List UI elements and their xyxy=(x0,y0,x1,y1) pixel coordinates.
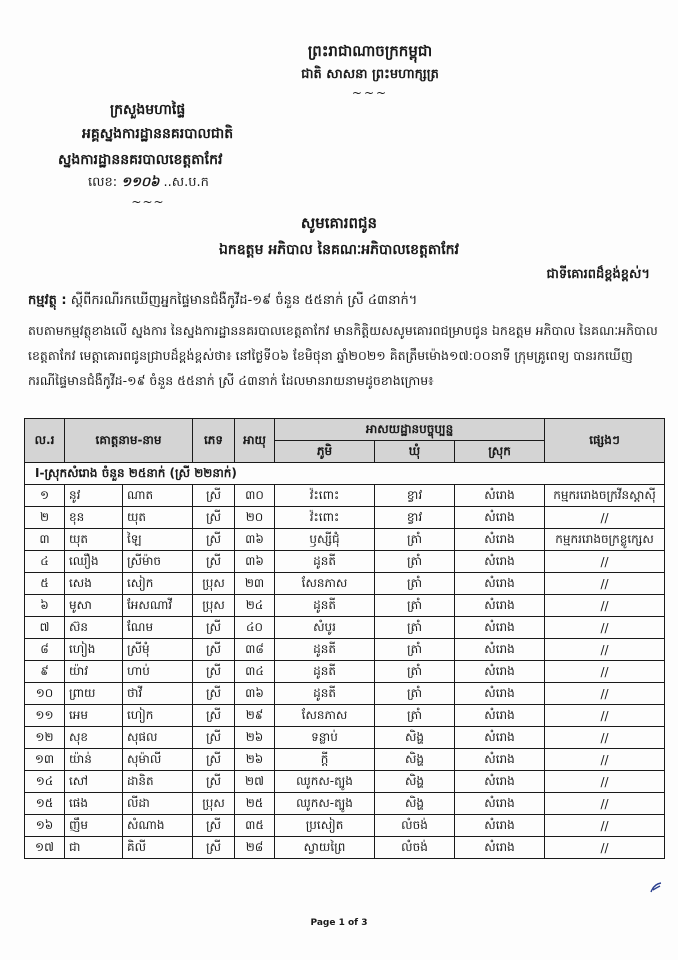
cell-no: ៦ xyxy=(25,595,65,617)
cell-village: ទន្លាប់ xyxy=(275,727,375,749)
header-other: ផ្សេងៗ xyxy=(545,419,665,463)
table-row xyxy=(25,507,665,529)
table-row xyxy=(25,793,665,815)
cell-district: សំរោង xyxy=(455,573,545,595)
header-address: អាសយដ្ឋានបច្ចុប្បន្ន xyxy=(275,419,545,441)
cell-age: ២៥ xyxy=(235,793,275,815)
subject-label: កម្មវត្ថុ : xyxy=(28,293,67,308)
kingdom-title: ព្រះរាជាណាចក្រកម្ពុជា xyxy=(307,42,433,60)
cell-other: // xyxy=(545,705,665,727)
cell-commune: សិង្ហ xyxy=(375,793,455,815)
cell-commune: ត្រាំ xyxy=(375,683,455,705)
cell-age: ២៤ xyxy=(235,595,275,617)
subject-text: ស្តីពីករណីរកឃើញអ្នកផ្ទៃមានជំងឺកូវីដ-១៩ ចំនួន ៥៥នាក់ ស្រី ៤៣នាក់។ xyxy=(70,293,418,308)
ministry-name: ក្រសួងមហាផ្ទៃ xyxy=(110,102,186,118)
table-row xyxy=(25,771,665,793)
cell-given-name: សំណាង xyxy=(123,815,193,837)
header-no: ល.រ xyxy=(25,419,65,463)
general-department-name: អគ្គស្នងការដ្ឋាននគរបាលជាតិ xyxy=(82,126,234,142)
cell-no: ៤ xyxy=(25,551,65,573)
cell-sex: ស្រី xyxy=(193,529,235,551)
cell-village: វ៉ះពោះ xyxy=(275,485,375,507)
cell-sex: ស្រី xyxy=(193,837,235,859)
cell-surname: យុត xyxy=(65,529,123,551)
cell-age: ៣៦ xyxy=(235,683,275,705)
cell-district: សំរោង xyxy=(455,749,545,771)
cell-surname: សេង xyxy=(65,573,123,595)
cell-sex: ប្រុស xyxy=(193,573,235,595)
page-footer: Page 1 of 3 xyxy=(310,918,368,928)
cell-commune: ត្រាំ xyxy=(375,551,455,573)
reference-label: លេខ: xyxy=(88,175,118,190)
cell-surname: ខុន xyxy=(65,507,123,529)
cell-village: សែនភាស xyxy=(275,705,375,727)
cell-village: ដូនតី xyxy=(275,595,375,617)
cell-other: // xyxy=(545,617,665,639)
cell-given-name: ណែម xyxy=(123,617,193,639)
table-row xyxy=(25,683,665,705)
cell-commune: ត្រាំ xyxy=(375,595,455,617)
table-row xyxy=(25,551,665,573)
cell-given-name: ហាប់ xyxy=(123,661,193,683)
cell-surname: សុខ xyxy=(65,727,123,749)
table-row xyxy=(25,705,665,727)
cell-age: ៤០ xyxy=(235,617,275,639)
subject-line xyxy=(28,292,658,311)
cell-village: ក្តី xyxy=(275,749,375,771)
cell-village: ឈូកស-ត្បូង xyxy=(275,793,375,815)
cell-age: ៣៨ xyxy=(235,639,275,661)
cell-other: // xyxy=(545,551,665,573)
cell-village: សែនភាស xyxy=(275,573,375,595)
cell-age: ៣៦ xyxy=(235,551,275,573)
cell-commune: ត្រាំ xyxy=(375,705,455,727)
greeting-line: សូមគោរពជូន xyxy=(300,214,378,232)
cell-given-name: ឡៃ xyxy=(123,529,193,551)
cell-surname: យ៉ាវ xyxy=(65,661,123,683)
cell-district: សំរោង xyxy=(455,793,545,815)
cell-sex: ស្រី xyxy=(193,661,235,683)
cell-age: ៣៥ xyxy=(235,815,275,837)
cell-sex: ស្រី xyxy=(193,507,235,529)
header-name: គោត្តនាម-នាម xyxy=(65,419,193,463)
reference-number xyxy=(88,174,209,193)
cell-no: ១៤ xyxy=(25,771,65,793)
header-village: ភូមិ xyxy=(275,441,375,463)
cell-sex: ស្រី xyxy=(193,705,235,727)
header-district: ស្រុក xyxy=(455,441,545,463)
cell-district: សំរោង xyxy=(455,705,545,727)
cell-no: ៩ xyxy=(25,661,65,683)
cell-no: ១៣ xyxy=(25,749,65,771)
group-label: I-ស្រុកសំរោង ចំនួន ២៥នាក់ (ស្រី ២២នាក់) xyxy=(25,463,665,485)
header-sex: ភេទ xyxy=(193,419,235,463)
cell-other: // xyxy=(545,793,665,815)
cell-other: // xyxy=(545,507,665,529)
cell-given-name: ហៀក xyxy=(123,705,193,727)
cell-age: ២៨ xyxy=(235,837,275,859)
cell-district: សំរោង xyxy=(455,551,545,573)
cell-commune: លំចង់ xyxy=(375,815,455,837)
table-row xyxy=(25,749,665,771)
cell-commune: សិង្ហ xyxy=(375,771,455,793)
cell-district: សំរោង xyxy=(455,815,545,837)
cell-village: ឫស្សីជុំ xyxy=(275,529,375,551)
cell-surname: ផេង xyxy=(65,793,123,815)
cell-commune: ខ្វាវ xyxy=(375,485,455,507)
cell-village: ប្រសៀត xyxy=(275,815,375,837)
cell-no: ១០ xyxy=(25,683,65,705)
cell-surname: ជា xyxy=(65,837,123,859)
cell-district: សំរោង xyxy=(455,507,545,529)
table-row xyxy=(25,573,665,595)
cell-no: ២ xyxy=(25,507,65,529)
cell-given-name: សុផល xyxy=(123,727,193,749)
cell-district: សំរោង xyxy=(455,617,545,639)
cell-surname: ឈឿង xyxy=(65,551,123,573)
cell-other: // xyxy=(545,749,665,771)
cell-given-name: លីដា xyxy=(123,793,193,815)
cell-no: ១៧ xyxy=(25,837,65,859)
cell-village: ឈូកស-ត្បូង xyxy=(275,771,375,793)
cell-commune: លំចង់ xyxy=(375,837,455,859)
cell-given-name: ថាវី xyxy=(123,683,193,705)
cell-village: ដូនតី xyxy=(275,551,375,573)
cell-district: សំរោង xyxy=(455,837,545,859)
cell-given-name: ណាត xyxy=(123,485,193,507)
cell-commune: សិង្ហ xyxy=(375,749,455,771)
cell-surname: ញឹម xyxy=(65,815,123,837)
reference-suffix: ..ស.ប.ក xyxy=(163,175,209,190)
cell-sex: ស្រី xyxy=(193,749,235,771)
header-ornament: ~~~ xyxy=(351,86,389,100)
cell-surname: ស៊ន xyxy=(65,617,123,639)
table-row xyxy=(25,661,665,683)
cell-other: កម្មកររោងចក្រវីនស្តាស៊ី xyxy=(545,485,665,507)
cell-other: // xyxy=(545,595,665,617)
cell-surname: សៅ xyxy=(65,771,123,793)
table-row xyxy=(25,617,665,639)
cell-sex: ស្រី xyxy=(193,485,235,507)
cell-surname: យ៉ាន់ xyxy=(65,749,123,771)
cell-age: ២៦ xyxy=(235,727,275,749)
group-row xyxy=(25,463,665,485)
recipient-line: ឯកឧត្តម អភិបាល នៃគណៈអភិបាលខេត្តតាកែវ xyxy=(219,242,459,258)
cell-village: ដូនតី xyxy=(275,639,375,661)
cell-district: សំរោង xyxy=(455,771,545,793)
cell-no: ៧ xyxy=(25,617,65,639)
cell-given-name: គិលី xyxy=(123,837,193,859)
cell-other: // xyxy=(545,683,665,705)
cell-no: ១២ xyxy=(25,727,65,749)
cell-other: // xyxy=(545,727,665,749)
table-row xyxy=(25,529,665,551)
cell-commune: ត្រាំ xyxy=(375,617,455,639)
cell-other: កម្មកររោងចក្រខ្លូក្សេស xyxy=(545,529,665,551)
sender-ornament: ~~~ xyxy=(131,195,165,209)
cell-sex: ស្រី xyxy=(193,551,235,573)
cell-village: ដូនតី xyxy=(275,683,375,705)
table-row xyxy=(25,595,665,617)
cell-age: ២០ xyxy=(235,507,275,529)
cell-sex: ស្រី xyxy=(193,815,235,837)
cell-sex: ស្រី xyxy=(193,617,235,639)
cell-district: សំរោង xyxy=(455,639,545,661)
cell-age: ៣០ xyxy=(235,485,275,507)
cell-district: សំរោង xyxy=(455,661,545,683)
cell-age: ២៩ xyxy=(235,705,275,727)
cell-village: វ៉ះពោះ xyxy=(275,507,375,529)
cell-surname: នូវ xyxy=(65,485,123,507)
pen-mark-icon xyxy=(650,882,662,894)
cell-other: // xyxy=(545,837,665,859)
cell-surname: អេម xyxy=(65,705,123,727)
cell-other: // xyxy=(545,771,665,793)
national-motto: ជាតិ សាសនា ព្រះមហាក្សត្រ xyxy=(301,67,439,82)
cell-commune: សិង្ហ xyxy=(375,727,455,749)
cell-given-name: សុម៉ាលី xyxy=(123,749,193,771)
cell-village: សំបូរ xyxy=(275,617,375,639)
table-row xyxy=(25,727,665,749)
cell-sex: ប្រុស xyxy=(193,793,235,815)
header-commune: ឃុំ xyxy=(375,441,455,463)
table-row xyxy=(25,485,665,507)
cell-no: ៣ xyxy=(25,529,65,551)
cell-village: ដូនតី xyxy=(275,661,375,683)
table-row xyxy=(25,639,665,661)
cell-surname: ព្រាយ xyxy=(65,683,123,705)
cell-other: // xyxy=(545,639,665,661)
cell-other: // xyxy=(545,815,665,837)
table-row xyxy=(25,815,665,837)
cell-village: ស្វាយព្រៃ xyxy=(275,837,375,859)
reference-value: ១១០៦ xyxy=(121,175,160,190)
cell-age: ២៧ xyxy=(235,771,275,793)
cell-commune: ខ្វាវ xyxy=(375,507,455,529)
cell-no: ១១ xyxy=(25,705,65,727)
cell-sex: ស្រី xyxy=(193,639,235,661)
cell-given-name: សៀក xyxy=(123,573,193,595)
cell-sex: ប្រុស xyxy=(193,595,235,617)
body-paragraph: តបតាមកម្មវត្ថុខាងលើ ស្នងការ នៃស្នងការដ្ឋាននគរបាលខេត្តតាកែវ មានកិត្តិយសសូមគោរពជម្រាបជូន ឯកឧត្តម អភិបាល នៃគណៈអភិបាលខេត្តតាកែវ មេត្តាគោរពជូនជ្រាបដ៏ខ្ពង់ខ្ពស់ថា៖ នៅថ្ងៃទី០៦ ខែមិថុនា ឆ្នាំ២០២១ គិតត្រឹមម៉ោង១៧:០០នាទី ក្រុមគ្រូពេទ្យ បានរកឃើញករណីផ្ទៃមានជំងឺកូវីដ-១៩ ចំនួន ៥៥នាក់ ស្រី ៤៣នាក់ ដែលមានរាយនាមដូចខាងក្រោម៖ xyxy=(28,323,658,388)
cell-given-name: អែសណាវី xyxy=(123,595,193,617)
cell-other: // xyxy=(545,573,665,595)
cell-no: ៥ xyxy=(25,573,65,595)
cell-sex: ស្រី xyxy=(193,683,235,705)
cell-district: សំរោង xyxy=(455,683,545,705)
cell-no: ១៦ xyxy=(25,815,65,837)
patients-table xyxy=(24,418,665,859)
cell-other: // xyxy=(545,661,665,683)
cell-district: សំរោង xyxy=(455,595,545,617)
cell-commune: ត្រាំ xyxy=(375,639,455,661)
cell-given-name: ស្រីមុំ xyxy=(123,639,193,661)
cell-given-name: យុត xyxy=(123,507,193,529)
cell-district: សំរោង xyxy=(455,529,545,551)
cell-age: ២៣ xyxy=(235,573,275,595)
cell-age: ៣៦ xyxy=(235,529,275,551)
cell-age: ២៦ xyxy=(235,749,275,771)
cell-sex: ស្រី xyxy=(193,771,235,793)
cell-commune: ត្រាំ xyxy=(375,573,455,595)
cell-no: ១ xyxy=(25,485,65,507)
table-header-row xyxy=(25,419,665,441)
cell-commune: ត្រាំ xyxy=(375,661,455,683)
provincial-department-name: ស្នងការដ្ឋាននគរបាលខេត្តតាកែវ xyxy=(58,152,223,168)
cell-age: ៣៤ xyxy=(235,661,275,683)
cell-sex: ស្រី xyxy=(193,727,235,749)
cell-no: ១៥ xyxy=(25,793,65,815)
table-row xyxy=(25,837,665,859)
cell-given-name: ដានិត xyxy=(123,771,193,793)
honor-line: ជាទីគោរពដ៏ខ្ពង់ខ្ពស់។ xyxy=(546,267,650,282)
cell-given-name: ស្រីម៉ាច xyxy=(123,551,193,573)
cell-district: សំរោង xyxy=(455,727,545,749)
cell-surname: មូសា xyxy=(65,595,123,617)
header-age: អាយុ xyxy=(235,419,275,463)
cell-commune: ត្រាំ xyxy=(375,529,455,551)
cell-district: សំរោង xyxy=(455,485,545,507)
cell-surname: ហៀង xyxy=(65,639,123,661)
cell-no: ៨ xyxy=(25,639,65,661)
